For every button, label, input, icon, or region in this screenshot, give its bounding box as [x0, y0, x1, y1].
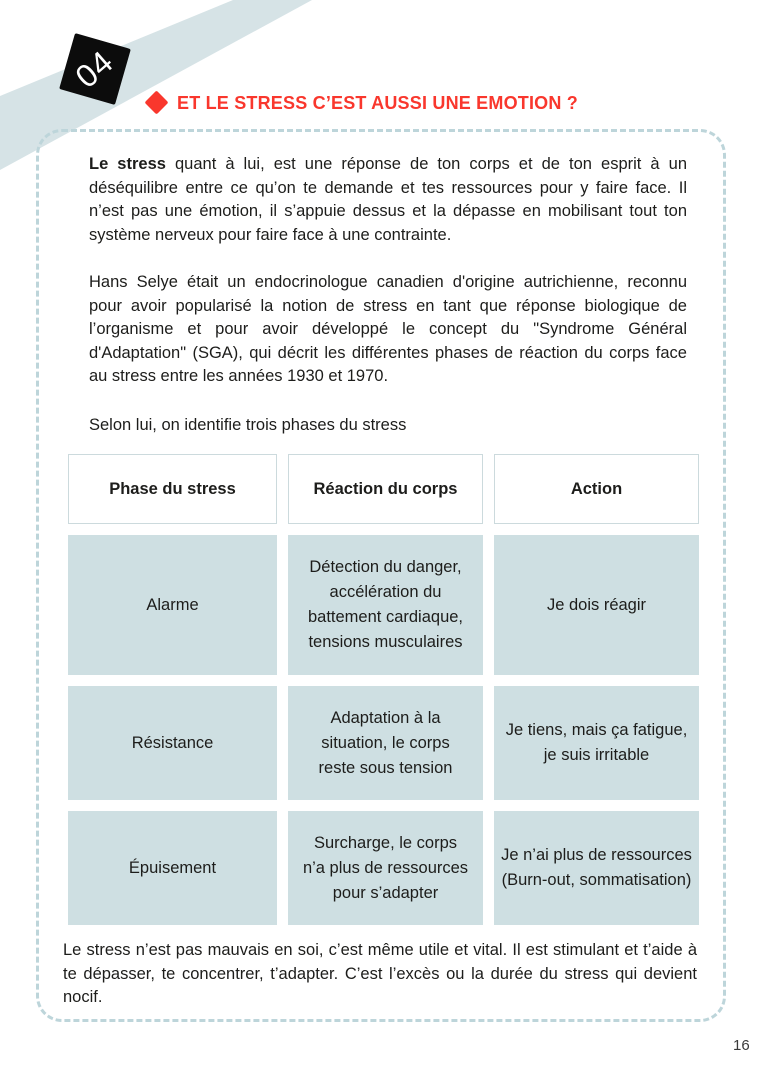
table-header-row: [68, 454, 699, 524]
paragraph-lead-bold: Le stress: [89, 155, 166, 173]
stress-phases-table: [68, 454, 699, 925]
table-header-phase: Phase du stress: [68, 454, 277, 524]
cell-action: Je n’ai plus de ressources (Burn-out, sommatisation): [494, 811, 699, 925]
cell-reaction: Adaptation à la situation, le corps reste sous tension: [288, 686, 483, 800]
table-row-alarme: [68, 535, 699, 675]
cell-phase: Alarme: [68, 535, 277, 675]
paragraph-closing: Le stress n’est pas mauvais en soi, c’est même utile et vital. Il est stimulant et t’aide à te dépasser, te concentrer, t’adapter. C’est l’excès ou la durée du stress qui devient nocif.: [63, 941, 697, 1006]
cell-phase: Résistance: [68, 686, 277, 800]
page-number: 16: [733, 1037, 750, 1054]
cell-reaction: Surcharge, le corps n’a plus de ressources pour s’adapter: [288, 811, 483, 925]
content-panel: [36, 129, 726, 1022]
table-row-epuisement: [68, 811, 699, 925]
cell-action: Je dois réagir: [494, 535, 699, 675]
table-header-action: Action: [494, 454, 699, 524]
section-number: 04: [68, 42, 121, 95]
paragraph-lead-rest: quant à lui, est une réponse de ton corps et de ton esprit à un déséquilibre entre ce qu’on te demande et tes ressources pour y faire face. Il n’est pas une émotion, il s’appuie dessus et la dépasse en mobilisant tout ton système nerveux pour faire face à une contrainte.: [89, 155, 687, 244]
cell-phase: Épuisement: [68, 811, 277, 925]
paragraph-table-intro: Selon lui, on identifie trois phases du stress: [89, 415, 407, 434]
paragraph-hans-selye: Hans Selye était un endocrinologue canadien d'origine autrichienne, reconnu pour avoir popularisé la notion de stress en tant que réponse biologique de l’organisme et pour avoir développé le concept du "Syndrome Général d'Adaptation" (SGA), qui décrit les différentes phases de réaction du corps face au stress entre les années 1930 et 1970.: [89, 273, 687, 385]
table-header-reaction: Réaction du corps: [288, 454, 483, 524]
diamond-bullet-icon: [144, 90, 168, 114]
cell-reaction: Détection du danger, accélération du battement cardiaque, tensions musculaires: [288, 535, 483, 675]
section-title: ET LE STRESS C’EST AUSSI UNE EMOTION ?: [177, 93, 578, 113]
cell-action: Je tiens, mais ça fatigue, je suis irritable: [494, 686, 699, 800]
paragraph-stress-definition: [89, 153, 687, 247]
table-row-resistance: [68, 686, 699, 800]
